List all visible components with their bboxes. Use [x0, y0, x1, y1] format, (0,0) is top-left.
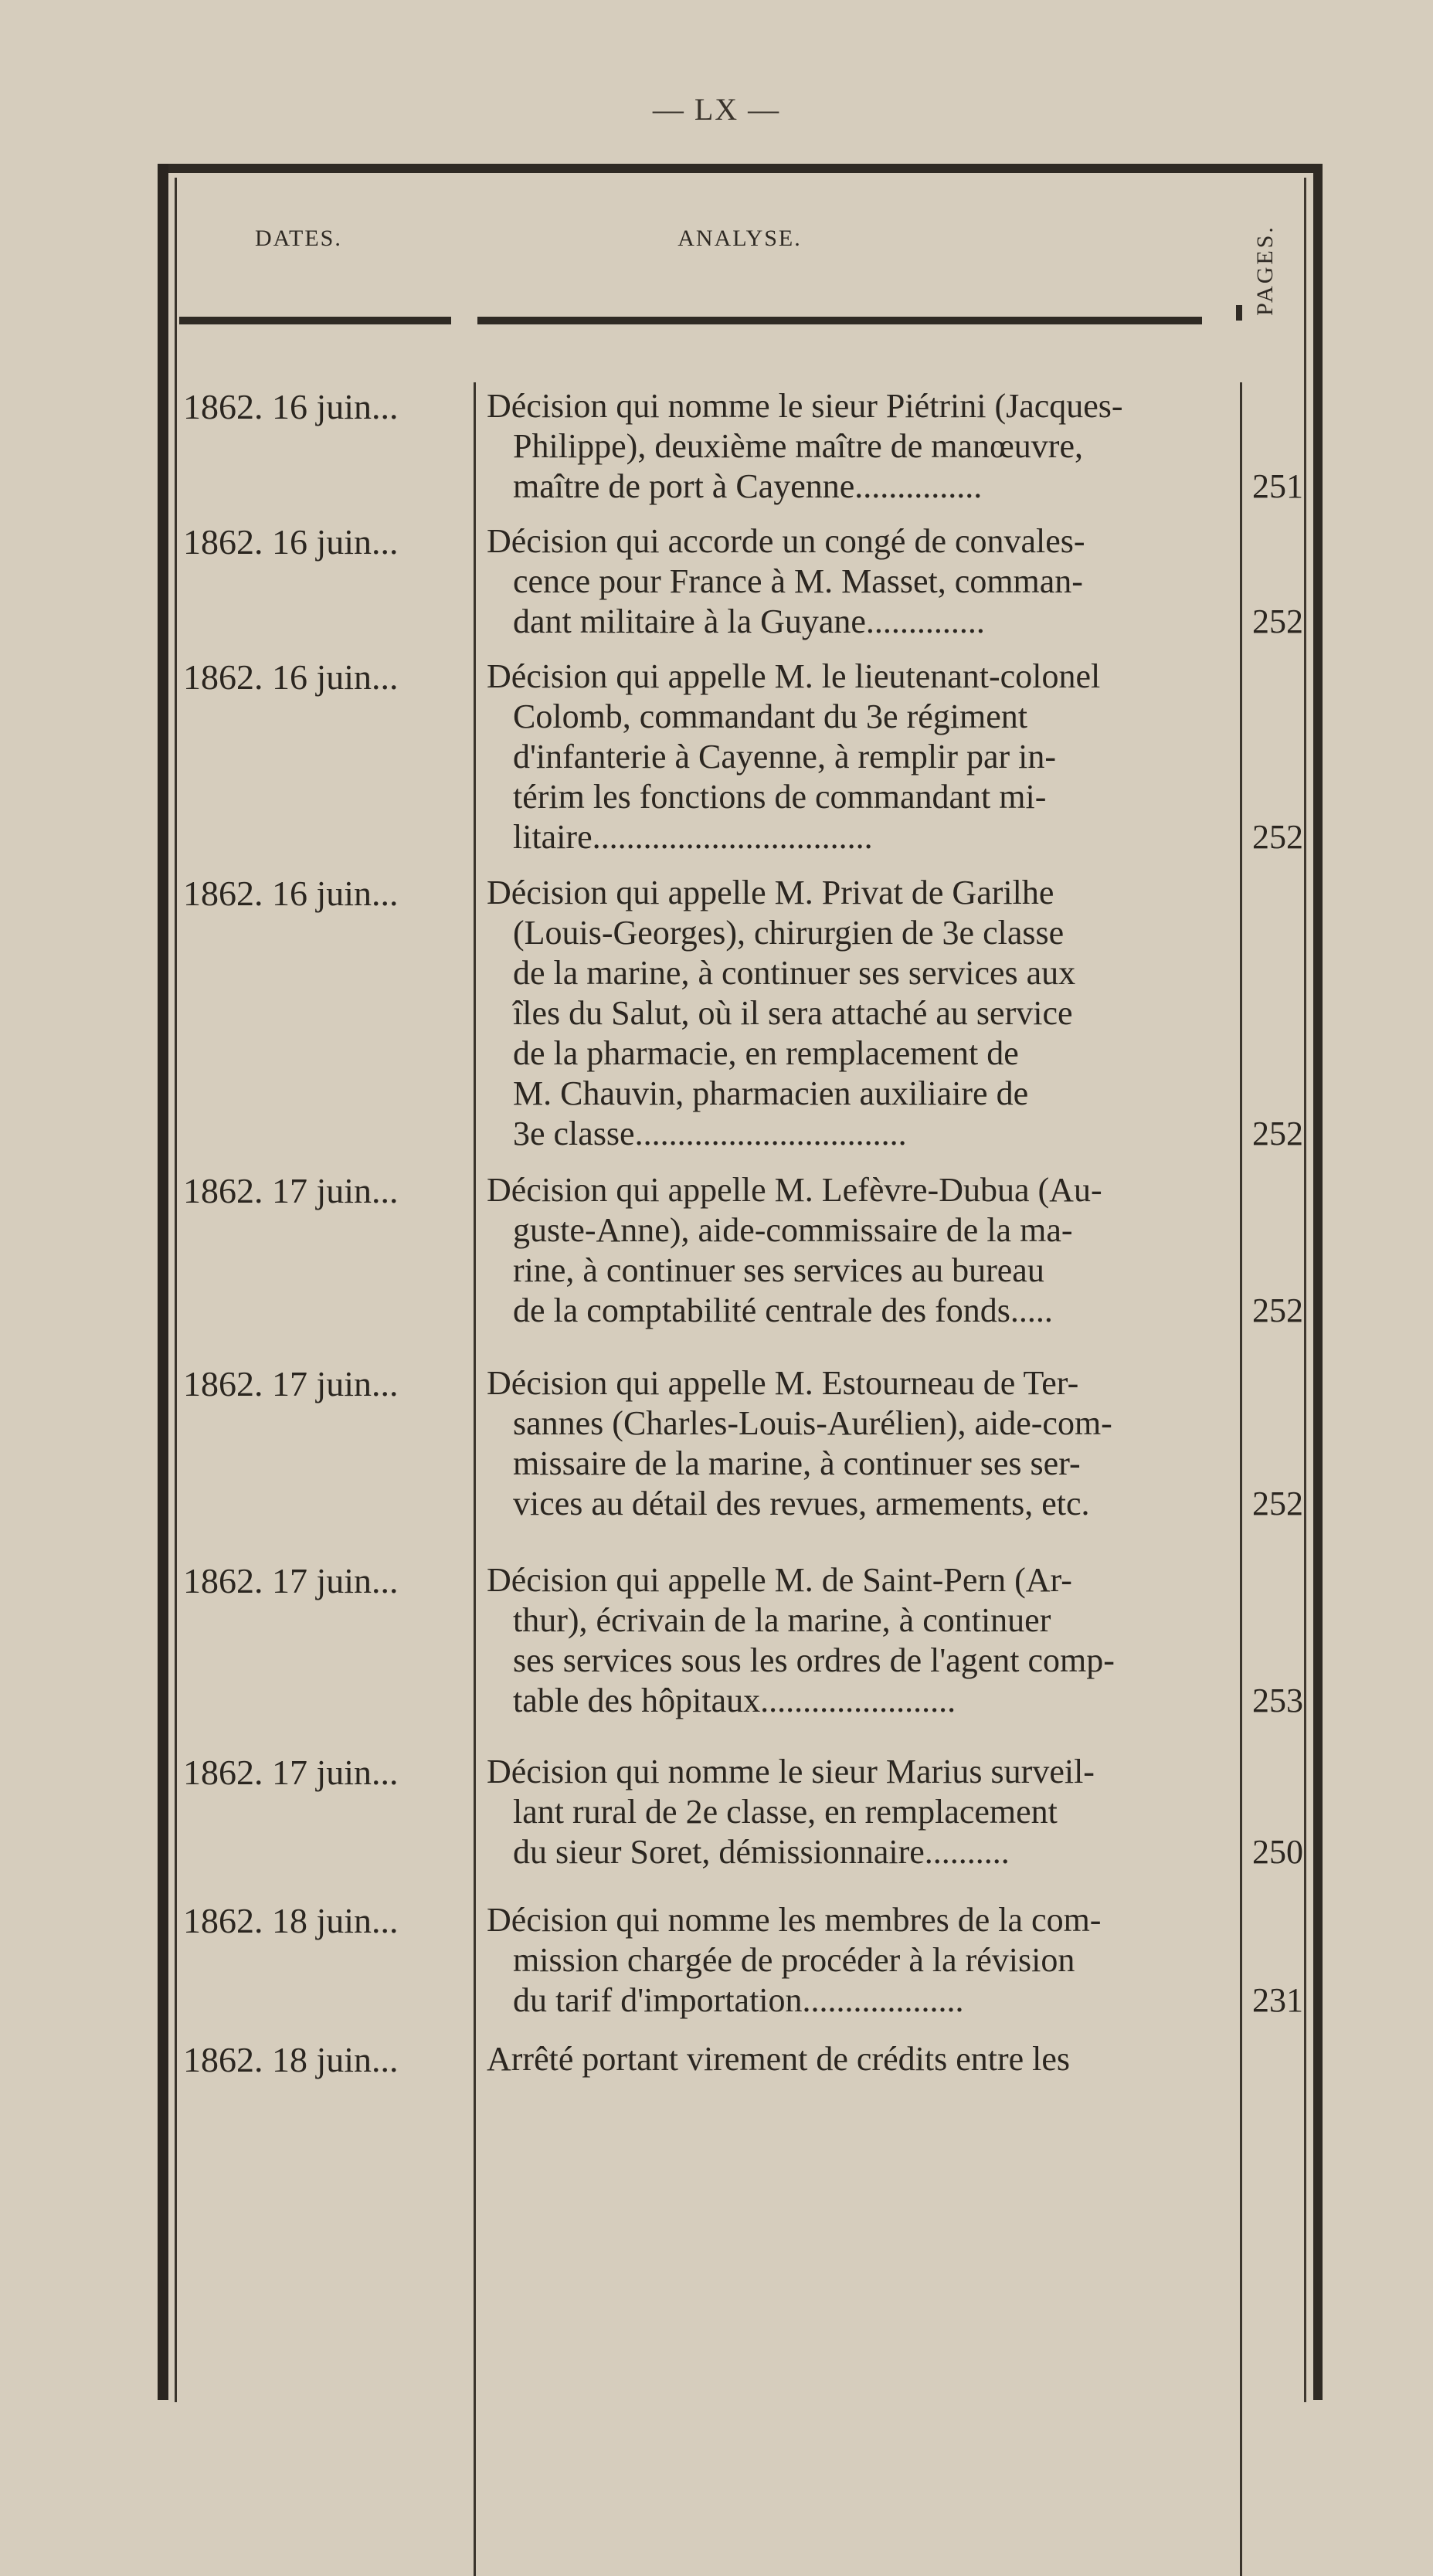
column-header-pages-label: PAGES. [1252, 225, 1278, 316]
table-left-inner-rule [175, 178, 177, 2402]
header-rule-dates [179, 317, 451, 324]
entry-analysis [487, 2039, 1232, 2079]
entry-date: 1862. 17 juin... [183, 1171, 399, 1210]
entry-date: 1862. 16 juin... [183, 657, 399, 697]
entry-page: 252 [1252, 1485, 1303, 1522]
entry-analysis [487, 873, 1232, 1154]
entry-line: (Louis-Georges), chirurgien de 3e classe [513, 914, 1065, 952]
entry-line: d'infanterie à Cayenne, à remplir par in- [513, 738, 1057, 776]
entry-page: 252 [1252, 1115, 1303, 1152]
entry-page: 253 [1252, 1682, 1303, 1719]
entry-line: de la comptabilité centrale des fonds..... [513, 1291, 1053, 1329]
entry-line: ses services sous les ordres de l'agent comp- [513, 1641, 1115, 1679]
entry-analysis [487, 386, 1232, 507]
entry-analysis [487, 1363, 1232, 1524]
column-header-pages [1234, 197, 1296, 344]
entry-line: Décision qui appelle M. Privat de Garilhe [487, 874, 1054, 911]
table-right-rule [1313, 164, 1323, 2400]
table-right-inner-rule [1304, 178, 1306, 2402]
entry-line: de la pharmacie, en remplacement de [513, 1034, 1019, 1072]
entry-page: 252 [1252, 1291, 1303, 1329]
entry-line: Décision qui nomme le sieur Piétrini (Jacques- [487, 387, 1123, 425]
column-header-dates: DATES. [255, 226, 342, 251]
entry-line: Décision qui appelle M. le lieutenant-colonel [487, 657, 1101, 695]
entry-date: 1862. 16 juin... [183, 387, 399, 426]
table-left-rule [158, 164, 168, 2400]
entry-line: maître de port à Cayenne............... [513, 467, 983, 505]
column-divider-pages [1240, 382, 1242, 2576]
column-divider-dates [474, 382, 476, 2576]
entry-line: table des hôpitaux....................... [513, 1682, 956, 1719]
entry-date: 1862. 18 juin... [183, 1901, 399, 1940]
entry-analysis [487, 521, 1232, 642]
header-rule-analyse [477, 317, 1202, 324]
entry-page: 251 [1252, 467, 1303, 505]
table-top-rule [158, 164, 1321, 173]
page-number: — LX — [652, 92, 781, 127]
entry-line: missaire de la marine, à continuer ses ser- [513, 1444, 1081, 1482]
entry-line: vices au détail des revues, armements, etc. [513, 1485, 1090, 1522]
entry-date: 1862. 16 juin... [183, 522, 399, 562]
entry-line: M. Chauvin, pharmacien auxiliaire de [513, 1074, 1029, 1112]
entry-line: Décision qui nomme le sieur Marius surveil- [487, 1753, 1095, 1790]
entry-line: du tarif d'importation................... [513, 1981, 964, 2019]
entry-line: Arrêté portant virement de crédits entre les [487, 2040, 1071, 2078]
entry-line: dant militaire à la Guyane.............. [513, 602, 985, 640]
entry-page: 252 [1252, 818, 1303, 856]
entry-line: 3e classe................................ [513, 1115, 907, 1152]
entry-line: lant rural de 2e classe, en remplacement [513, 1793, 1058, 1831]
entry-page: 250 [1252, 1833, 1303, 1871]
entry-line: mission chargée de procéder à la révision [513, 1941, 1075, 1979]
entry-line: Décision qui appelle M. Estourneau de Ter- [487, 1364, 1079, 1402]
entry-date: 1862. 16 juin... [183, 874, 399, 913]
entry-line: térim les fonctions de commandant mi- [513, 778, 1047, 816]
entry-line: cence pour France à M. Masset, comman- [513, 562, 1083, 600]
column-header-analyse: ANALYSE. [677, 226, 802, 251]
entry-line: Décision qui appelle M. Lefèvre-Dubua (Au- [487, 1171, 1102, 1209]
entry-page: 252 [1252, 602, 1303, 640]
entry-page: 231 [1252, 1981, 1303, 2019]
entry-line: rine, à continuer ses services au bureau [513, 1251, 1044, 1289]
entry-line: guste-Anne), aide-commissaire de la ma- [513, 1211, 1073, 1249]
entry-line: litaire................................. [513, 818, 873, 856]
entry-analysis [487, 1560, 1232, 1721]
entry-date: 1862. 17 juin... [183, 1753, 399, 1792]
entry-line: du sieur Soret, démissionnaire.......... [513, 1833, 1010, 1871]
entry-line: îles du Salut, où il sera attaché au service [513, 994, 1073, 1032]
entry-line: Décision qui accorde un congé de convales- [487, 522, 1085, 560]
entry-line: sannes (Charles-Louis-Aurélien), aide-com- [513, 1404, 1112, 1442]
entry-analysis [487, 1900, 1232, 2021]
entry-analysis [487, 1170, 1232, 1331]
entry-line: Décision qui nomme les membres de la com- [487, 1901, 1102, 1939]
entry-line: Décision qui appelle M. de Saint-Pern (Ar- [487, 1561, 1072, 1599]
entry-line: Colomb, commandant du 3e régiment [513, 697, 1027, 735]
entry-analysis [487, 657, 1232, 857]
entry-date: 1862. 18 juin... [183, 2040, 399, 2079]
entry-line: Philippe), deuxième maître de manœuvre, [513, 427, 1083, 465]
entry-line: de la marine, à continuer ses services aux [513, 954, 1076, 992]
entry-line: thur), écrivain de la marine, à continuer [513, 1601, 1051, 1639]
pages-header-rule [1236, 305, 1242, 321]
entry-date: 1862. 17 juin... [183, 1561, 399, 1600]
entry-analysis [487, 1752, 1232, 1872]
entry-date: 1862. 17 juin... [183, 1364, 399, 1403]
